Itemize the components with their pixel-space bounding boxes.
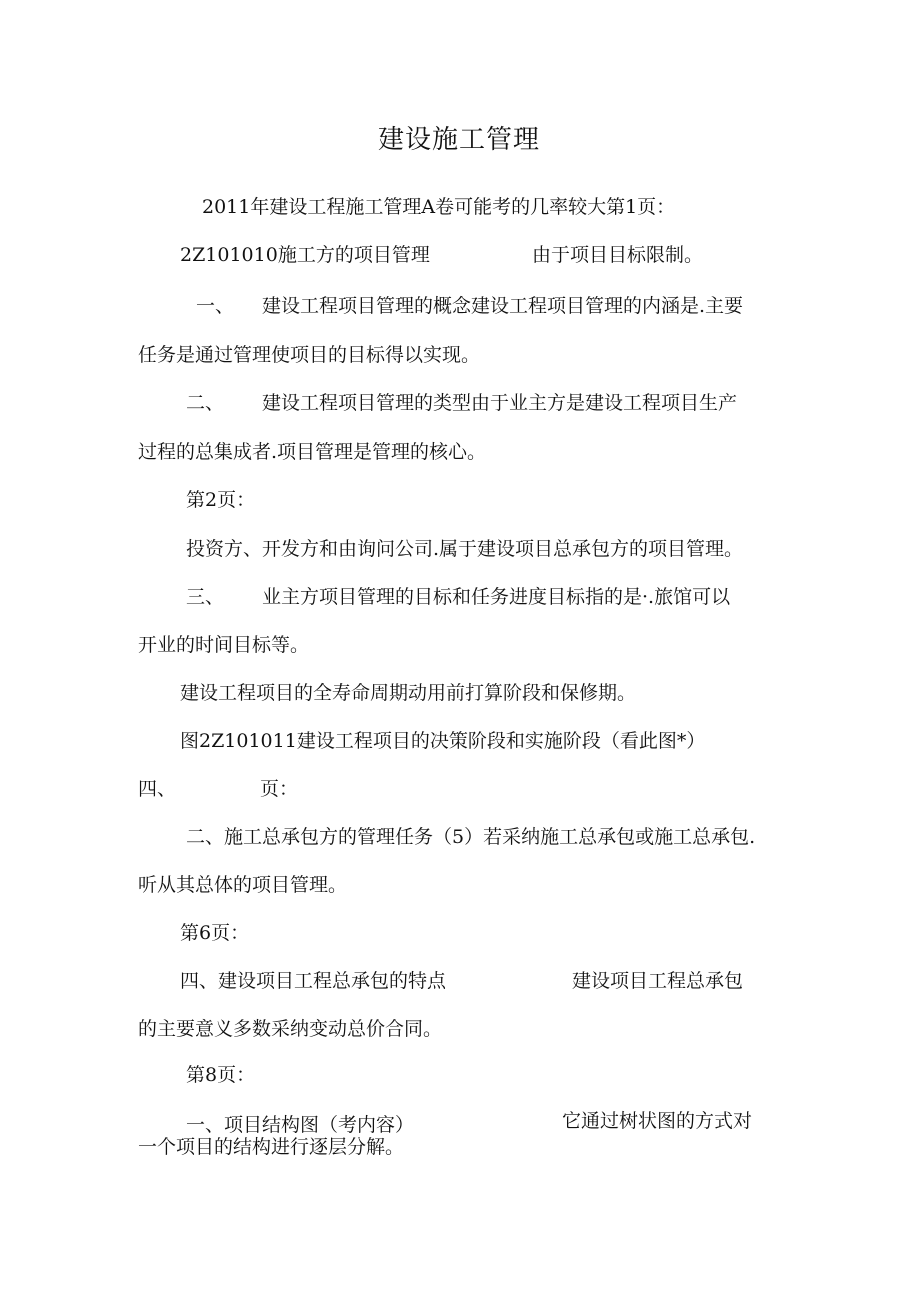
item-number: 四、 bbox=[138, 778, 177, 800]
paragraph-line: 建设项目工程总承包 bbox=[572, 970, 744, 992]
figure-reference: 图2Z101011建设工程项目的决策阶段和实施阶段（看此图*） bbox=[180, 730, 706, 752]
section-code-line: 2Z101010施工方的项目管理 bbox=[180, 244, 430, 266]
item-number: 三、 bbox=[186, 586, 225, 608]
paragraph-line: 建设工程项目管理的概念建设工程项目管理的内涵是.主要 bbox=[262, 295, 744, 317]
page-reference: 第8页： bbox=[186, 1064, 256, 1086]
paragraph-line: 过程的总集成者.项目管理是管理的核心。 bbox=[138, 441, 487, 463]
paragraph-line: 投资方、开发方和由询问公司.属于建设项目总承包方的项目管理。 bbox=[186, 538, 744, 560]
section-note: 由于项目目标限制。 bbox=[532, 244, 704, 266]
paragraph-line: 建设工程项目管理的类型由于业主方是建设工程项目生产 bbox=[262, 392, 738, 414]
page-reference: 第2页： bbox=[186, 489, 256, 511]
paragraph-line: 四、建设项目工程总承包的特点 bbox=[180, 970, 447, 992]
paragraph-line: 一个项目的结构进行逐层分解。 bbox=[138, 1136, 405, 1158]
paragraph-line: 任务是通过管理使项目的目标得以实现。 bbox=[138, 344, 481, 366]
paragraph-line: 一、项目结构图（考内容） bbox=[186, 1114, 415, 1136]
paragraph-line: 的主要意义多数采纳变动总价合同。 bbox=[138, 1018, 443, 1040]
item-number: 二、 bbox=[186, 392, 225, 414]
page-reference: 页： bbox=[260, 778, 299, 800]
paragraph-line: 开业的时间目标等。 bbox=[138, 634, 310, 656]
paragraph-line: 二、施工总承包方的管理任务（5）若采纳施工总承包或施工总承包. bbox=[186, 826, 756, 848]
paragraph-line: 听从其总体的项目管理。 bbox=[138, 874, 348, 896]
document-title: 建设施工管理 bbox=[378, 125, 541, 155]
page-reference: 第6页： bbox=[180, 922, 250, 944]
item-number: 一、 bbox=[196, 295, 235, 317]
subtitle-line: 2011年建设工程施工管理A卷可能考的几率较大第1页： bbox=[202, 196, 676, 218]
paragraph-line: 建设工程项目的全寿命周期动用前打算阶段和保修期。 bbox=[180, 682, 637, 704]
paragraph-line: 它通过树状图的方式对 bbox=[562, 1110, 753, 1132]
paragraph-line: 业主方项目管理的目标和任务进度目标指的是·.旅馆可以 bbox=[262, 586, 731, 608]
